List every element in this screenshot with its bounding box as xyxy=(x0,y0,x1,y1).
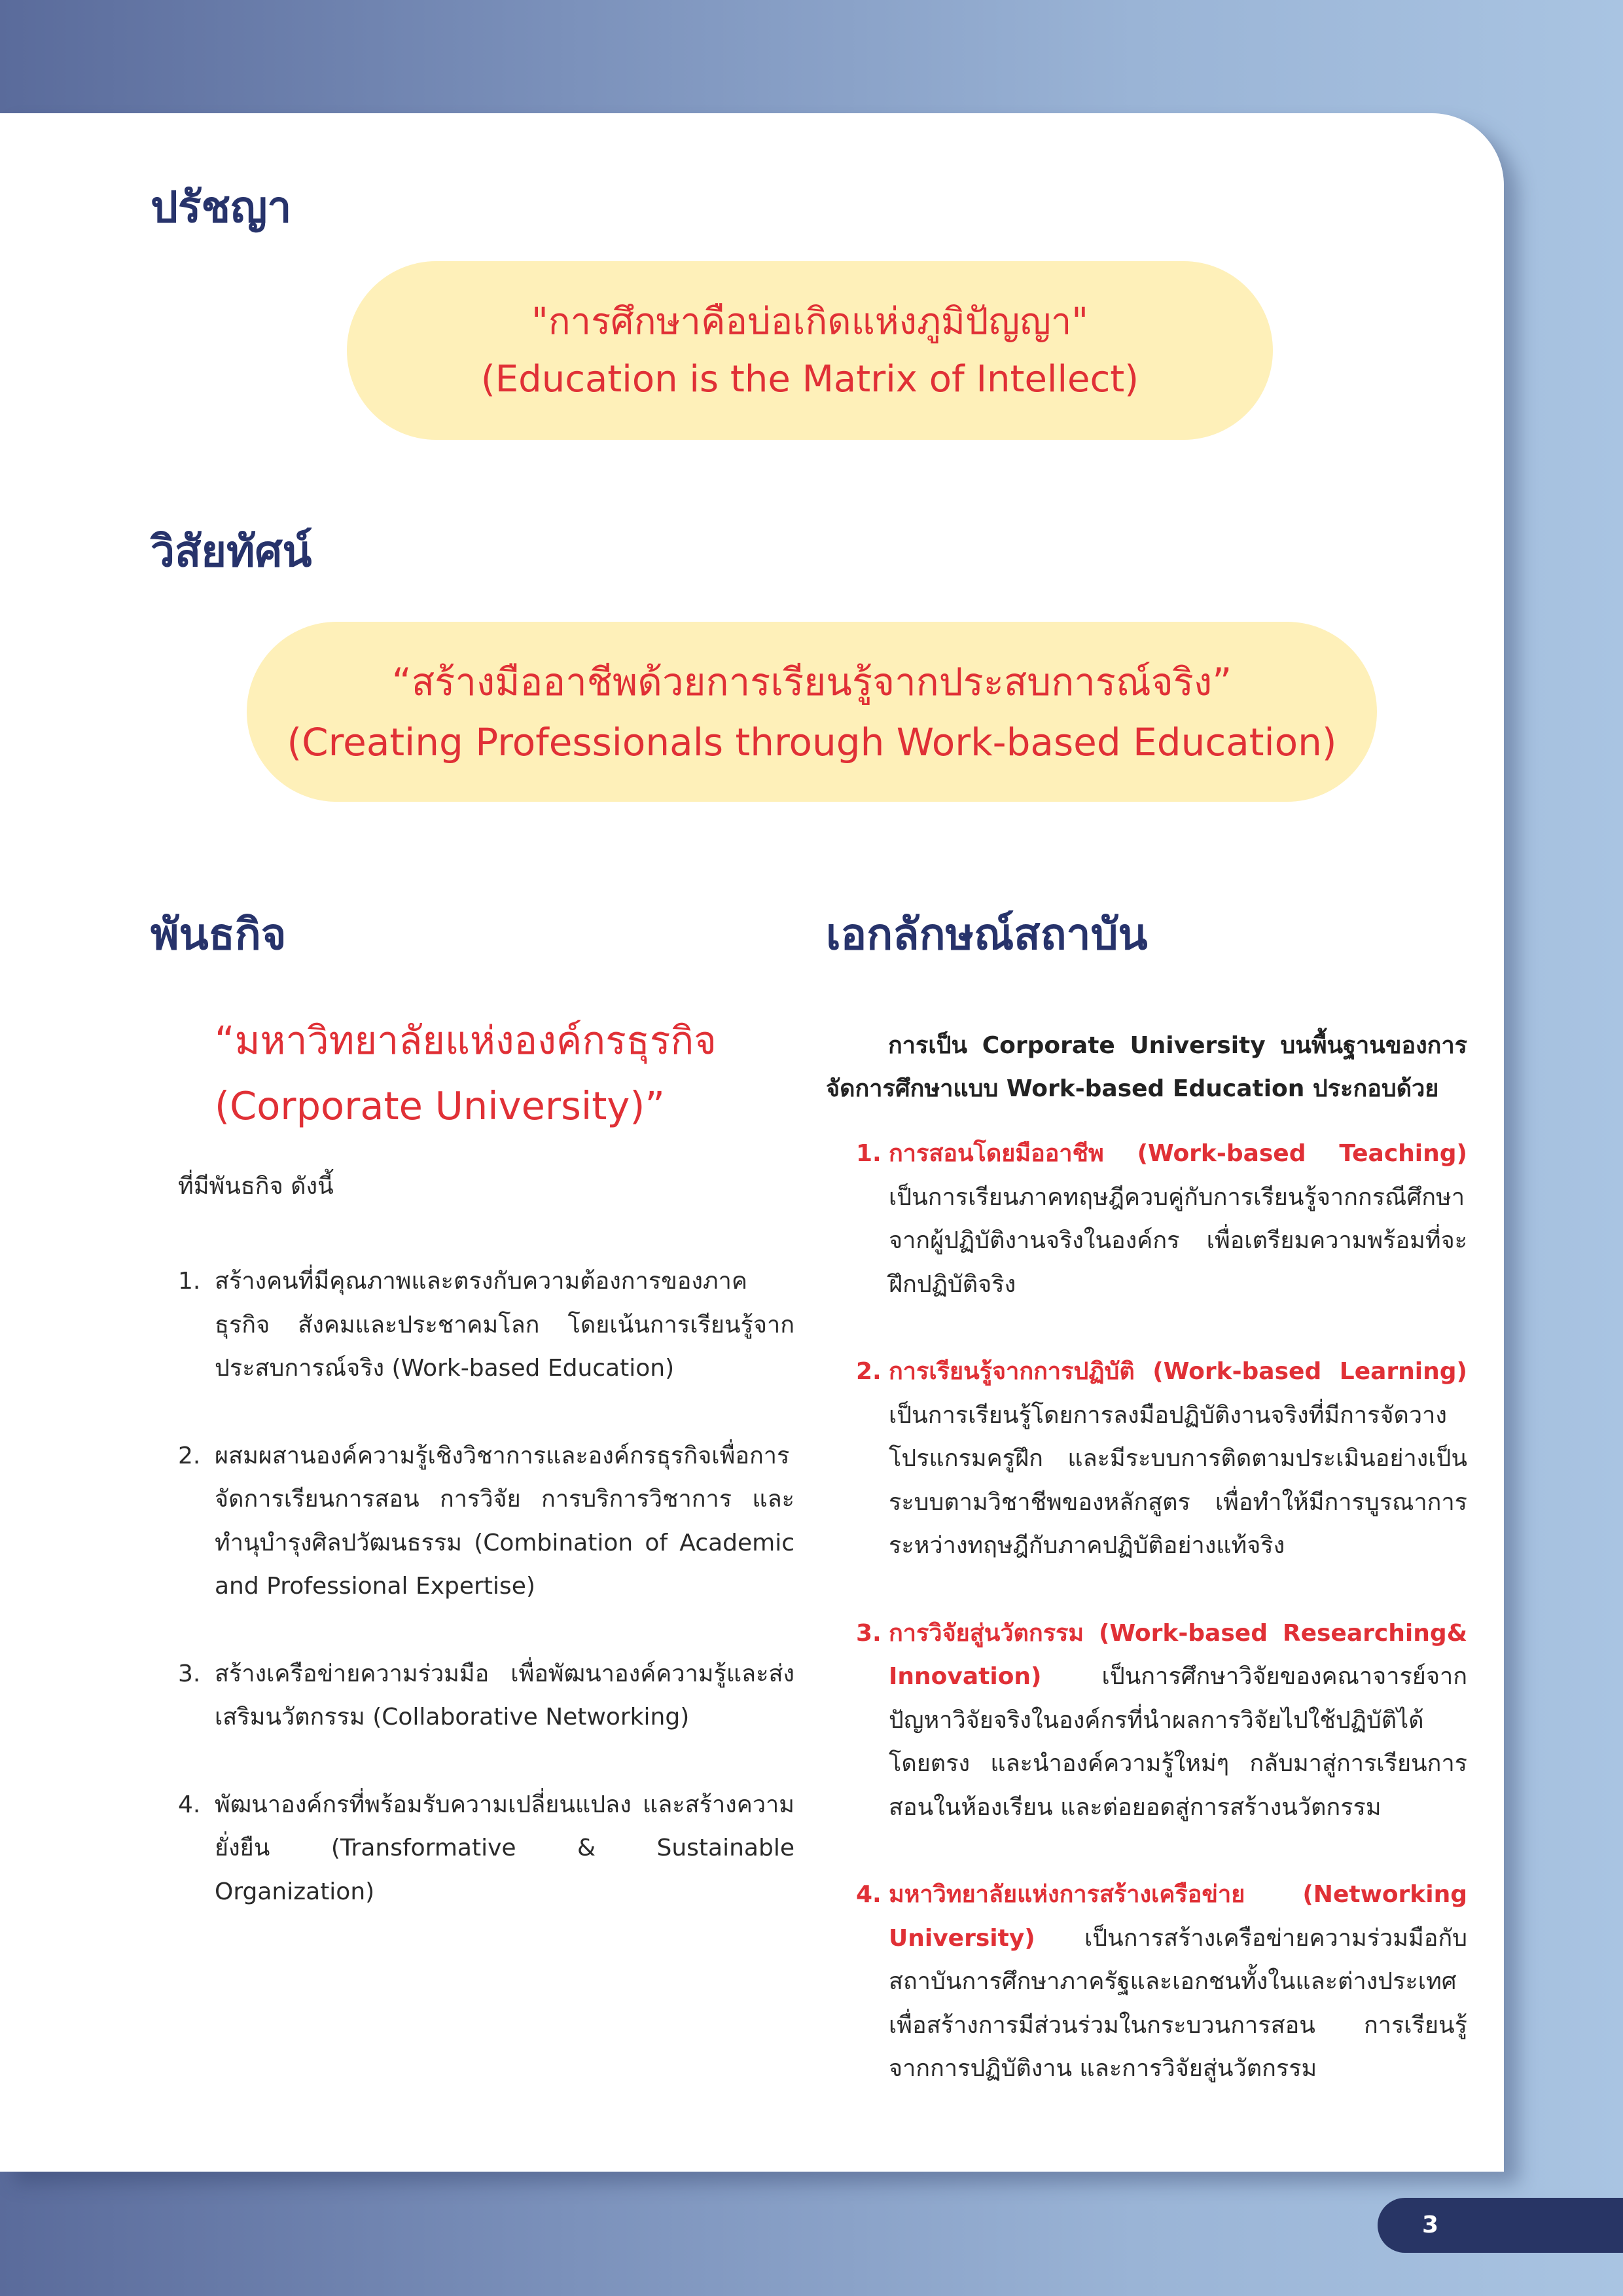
mission-item-text: สร้างคนที่มีคุณภาพและตรงกับความต้องการของภาคธุรกิจ สังคมและประชาคมโลก โดยเน้นการเรียนรู้จากประสบการณ์จริง (Work-based Education) xyxy=(215,1268,794,1382)
mission-item xyxy=(178,1653,794,1740)
identity-item xyxy=(856,1350,1467,1568)
identity-item-text: เป็นการศึกษาวิจัยของคณาจารย์จากปัญหาวิจัยจริงในองค์กรที่นำผลการวิจัยไปใช้ปฏิบัติได้โดยตรง และนำองค์ความรู้ใหม่ๆ กลับมาสู่การเรียนการสอนในห้องเรียน และต่อยอดสู่การสร้างนวัตกรรม xyxy=(889,1663,1467,1821)
mission-item-number: 3. xyxy=(178,1660,201,1687)
mission-item xyxy=(178,1260,794,1391)
identity-item xyxy=(856,1612,1467,1830)
identity-item-number: 2. xyxy=(856,1358,882,1385)
identity-item-number: 3. xyxy=(856,1619,882,1647)
page-number-tab xyxy=(1378,2198,1623,2253)
philosophy-heading: ปรัชญา xyxy=(151,182,292,232)
mission-lead: ที่มีพันธกิจ ดังนี้ xyxy=(178,1173,334,1200)
mission-item xyxy=(178,1784,794,1914)
mission-item-text: พัฒนาองค์กรที่พร้อมรับความเปลี่ยนแปลง และสร้างความยั่งยืน (Transformative & Sustainable Organization) xyxy=(215,1791,794,1905)
mission-item-number: 1. xyxy=(178,1268,201,1295)
mission-heading: พันธกิจ xyxy=(151,909,287,960)
philosophy-quote-english: (Education is the Matrix of Intellect) xyxy=(480,357,1139,401)
mission-item xyxy=(178,1435,794,1609)
mission-quote xyxy=(215,1008,717,1139)
identity-item-text: เป็นการเรียนรู้โดยการลงมือปฏิบัติงานจริงที่มีการจัดวางโปรแกรมครูฝึก และมีระบบการติดตามประเมินอย่างเป็นระบบตามวิชาชีพของหลักสูตร เพื่อทำให้มีการบูรณาการระหว่างทฤษฎีกับภาคปฏิบัติอย่างแท้จริง xyxy=(889,1401,1467,1559)
philosophy-quote-thai: "การศึกษาคือบ่อเกิดแห่งภูมิปัญญา" xyxy=(531,300,1089,343)
identity-list xyxy=(856,1132,1467,2135)
identity-item-text: เป็นการเรียนภาคทฤษฎีควบคู่กับการเรียนรู้จากกรณีศึกษา จากผู้ปฏิบัติงานจริงในองค์กร เพื่อเตรียมความพร้อมที่จะฝึกปฏิบัติจริง xyxy=(889,1183,1467,1298)
page-number: 3 xyxy=(1422,2212,1439,2238)
philosophy-quote-box xyxy=(347,261,1273,440)
mission-item-text: สร้างเครือข่ายความร่วมมือ เพื่อพัฒนาองค์ความรู้และส่งเสริมนวัตกรรม (Collaborative Networking) xyxy=(215,1660,794,1731)
vision-quote-box xyxy=(247,622,1377,802)
mission-quote-line2: (Corporate University)” xyxy=(215,1083,665,1128)
identity-item-title: การเรียนรู้จากการปฏิบัติ (Work-based Learning) xyxy=(889,1358,1467,1385)
mission-item-number: 4. xyxy=(178,1791,201,1818)
identity-item-text: เป็นการสร้างเครือข่ายความร่วมมือกับสถาบันการศึกษาภาครัฐและเอกชนทั้งในและต่างประเทศ เพื่อสร้างการมีส่วนร่วมในกระบวนการสอน การเรียนรู้จากการปฏิบัติงาน และการวิจัยสู่นวัตกรรม xyxy=(889,1924,1467,2082)
mission-quote-line1: “มหาวิทยาลัยแห่งองค์กรธุรกิจ xyxy=(215,1018,717,1063)
vision-heading: วิสัยทัศน์ xyxy=(151,526,312,577)
identity-heading: เอกลักษณ์สถาบัน xyxy=(826,909,1148,960)
vision-quote-english: (Creating Professionals through Work-based Education) xyxy=(287,719,1337,764)
vision-quote-thai: “สร้างมืออาชีพด้วยการเรียนรู้จากประสบการณ์จริง” xyxy=(391,659,1232,704)
identity-item-title: การวิจัยสู่นวัตกรรม (Work-based Researching& Innovation) xyxy=(889,1619,1467,1690)
identity-item xyxy=(856,1873,1467,2091)
identity-item-number: 4. xyxy=(856,1881,882,1908)
identity-item-title: การสอนโดยมืออาชีพ (Work-based Teaching) xyxy=(889,1140,1467,1167)
mission-item-text: ผสมผสานองค์ความรู้เชิงวิชาการและองค์กรธุรกิจเพื่อการจัดการเรียนการสอน การวิจัย การบริการวิชาการ และทำนุบำรุงศิลปวัฒนธรรม (Combination of Academic and Professional Expertise) xyxy=(215,1442,794,1600)
identity-item-number: 1. xyxy=(856,1140,882,1167)
identity-intro: การเป็น Corporate University บนพื้นฐานของการจัดการศึกษาแบบ Work-based Education ประกอบด้วย xyxy=(826,1032,1467,1102)
mission-item-number: 2. xyxy=(178,1442,201,1469)
identity-item-title: มหาวิทยาลัยแห่งการสร้างเครือข่าย (Networking University) xyxy=(889,1881,1467,1952)
mission-list xyxy=(178,1260,794,1958)
identity-item xyxy=(856,1132,1467,1306)
